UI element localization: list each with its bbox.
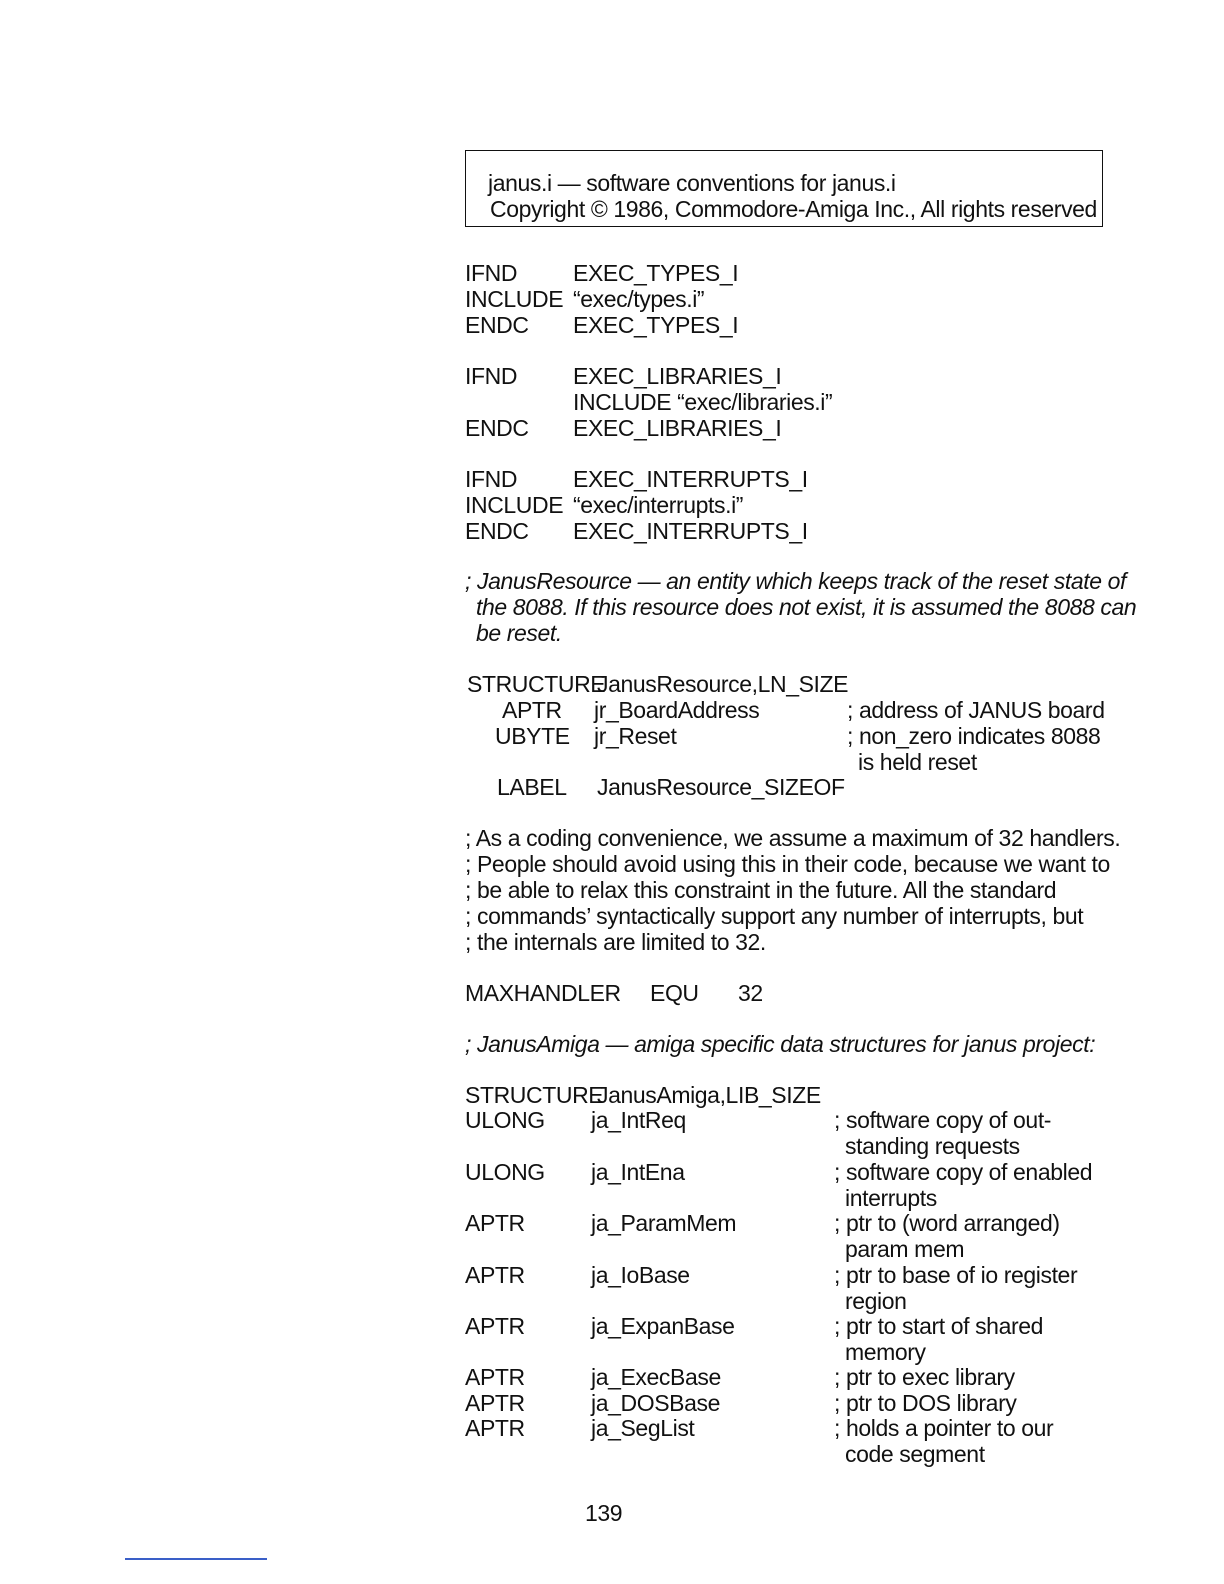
field-comment-continued: standing requests (845, 1133, 1020, 1159)
comment-line: ; JanusAmiga — amiga specific data structures for janus project: (465, 1031, 1096, 1057)
structure-name: JanusAmiga,LIB_SIZE (597, 1082, 821, 1108)
field-comment: ; software copy of out- (834, 1107, 1052, 1133)
field-name: ja_SegList (591, 1415, 695, 1441)
comment-line: be reset. (476, 620, 562, 646)
include-arg: EXEC_INTERRUPTS_I (573, 518, 808, 544)
field-name: ja_DOSBase (591, 1390, 720, 1416)
field-comment-continued: region (845, 1288, 907, 1314)
field-name: ja_IoBase (591, 1262, 690, 1288)
include-arg: EXEC_LIBRARIES_I (573, 363, 782, 389)
field-comment: ; ptr to DOS library (834, 1390, 1017, 1416)
field-type: APTR (465, 1313, 525, 1339)
field-name: ja_ParamMem (591, 1210, 737, 1236)
structure-keyword: STRUCTURE (465, 1082, 604, 1108)
comment-line: ; be able to relax this constraint in the future. All the standard (465, 877, 1057, 903)
field-name: ja_IntEna (591, 1159, 685, 1185)
header-copyright: Copyright © 1986, Commodore-Amiga Inc., All rights reserved (490, 196, 1097, 222)
field-comment: ; ptr to base of io register (834, 1262, 1078, 1288)
comment-line: ; JanusResource — an entity which keeps track of the reset state of (465, 568, 1126, 594)
comment-line: ; commands’ syntactically support any number of interrupts, but (465, 903, 1084, 929)
include-directive: ENDC (465, 518, 529, 544)
page-number: 139 (585, 1500, 623, 1526)
field-type: APTR (502, 697, 562, 723)
field-type: APTR (465, 1262, 525, 1288)
field-comment: ; software copy of enabled (834, 1159, 1093, 1185)
field-name: ja_ExecBase (591, 1364, 721, 1390)
include-arg: “exec/types.i” (573, 286, 705, 312)
equ-operator: EQU (650, 980, 699, 1006)
equ-name: MAXHANDLER (465, 980, 621, 1006)
field-comment-continued: memory (845, 1339, 926, 1365)
include-directive: IFND (465, 363, 518, 389)
field-type: ULONG (465, 1107, 545, 1133)
include-directive: INCLUDE (465, 492, 564, 518)
include-directive: IFND (465, 260, 518, 286)
include-arg: INCLUDE “exec/libraries.i” (573, 389, 833, 415)
include-arg: EXEC_INTERRUPTS_I (573, 466, 808, 492)
field-comment-continued: is held reset (858, 749, 977, 775)
field-name: ja_IntReq (591, 1107, 686, 1133)
comment-line: ; People should avoid using this in their code, because we want to (465, 851, 1110, 877)
footer-rule (125, 1558, 267, 1560)
field-type: APTR (465, 1364, 525, 1390)
field-comment: ; holds a pointer to our (834, 1415, 1054, 1441)
header-title: janus.i — software conventions for janus.i (488, 170, 896, 196)
comment-line: ; As a coding convenience, we assume a maximum of 32 handlers. (465, 825, 1121, 851)
field-comment: ; ptr to (word arranged) (834, 1210, 1060, 1236)
field-comment-continued: param mem (845, 1236, 965, 1262)
field-comment: ; address of JANUS board (847, 697, 1105, 723)
field-type: UBYTE (495, 723, 570, 749)
include-arg: EXEC_LIBRARIES_I (573, 415, 782, 441)
field-comment: ; ptr to exec library (834, 1364, 1015, 1390)
label-keyword: LABEL (497, 774, 567, 800)
field-comment: ; non_zero indicates 8088 (847, 723, 1101, 749)
equ-value: 32 (738, 980, 763, 1006)
structure-keyword: STRUCTURE (467, 671, 606, 697)
label-name: JanusResource_SIZEOF (597, 774, 845, 800)
include-arg: “exec/interrupts.i” (573, 492, 744, 518)
field-type: APTR (465, 1390, 525, 1416)
field-type: APTR (465, 1210, 525, 1236)
field-comment: ; ptr to start of shared (834, 1313, 1044, 1339)
field-name: ja_ExpanBase (591, 1313, 735, 1339)
include-arg: EXEC_TYPES_I (573, 260, 739, 286)
field-name: jr_BoardAddress (594, 697, 760, 723)
include-directive: ENDC (465, 312, 529, 338)
field-comment-continued: code segment (845, 1441, 985, 1467)
structure-name: JanusResource,LN_SIZE (597, 671, 849, 697)
include-arg: EXEC_TYPES_I (573, 312, 739, 338)
include-directive: IFND (465, 466, 518, 492)
field-type: APTR (465, 1415, 525, 1441)
field-type: ULONG (465, 1159, 545, 1185)
field-comment-continued: interrupts (845, 1185, 937, 1211)
field-name: jr_Reset (594, 723, 677, 749)
include-directive: INCLUDE (465, 286, 564, 312)
comment-line: the 8088. If this resource does not exist, it is assumed the 8088 can (476, 594, 1137, 620)
comment-line: ; the internals are limited to 32. (465, 929, 766, 955)
include-directive: ENDC (465, 415, 529, 441)
